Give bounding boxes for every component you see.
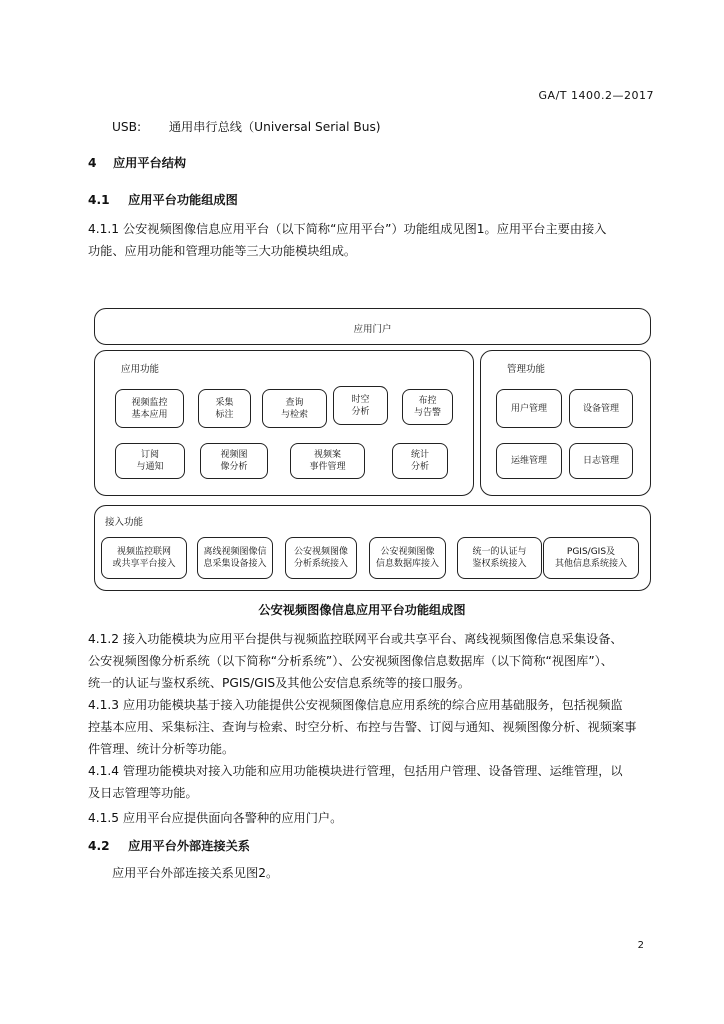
section-4-2-heading bbox=[88, 835, 250, 857]
section-4-1-heading bbox=[88, 189, 238, 211]
node-label-line: 查询 bbox=[285, 397, 304, 408]
node-label bbox=[203, 546, 266, 570]
page-number: 2 bbox=[637, 940, 644, 951]
para-4-1-2-line3: 统一的认证与鉴权系统、PGIS/GIS及其他公安信息系统等的接口服务。 bbox=[88, 676, 471, 690]
para-4-1-3-line2: 控基本应用、采集标注、查询与检索、时空分析、布控与告警、订阅与通知、视频图像分析、视频案事 bbox=[88, 720, 637, 734]
access-row-node bbox=[457, 537, 542, 579]
node-label-line: 分析 bbox=[351, 406, 370, 417]
abbreviation-usb bbox=[112, 116, 381, 138]
node-label bbox=[376, 546, 439, 570]
node-label-line: 视频监控 bbox=[131, 397, 168, 408]
app-row2-node bbox=[200, 443, 268, 479]
node-label-line: 统一的认证与 bbox=[472, 547, 527, 557]
node-label bbox=[414, 395, 441, 419]
node-label-line: 其他信息系统接入 bbox=[554, 559, 627, 569]
node-label-line: 时空 bbox=[351, 394, 370, 405]
node-label-line: 订阅 bbox=[140, 450, 159, 460]
mgmt-row2-node bbox=[496, 443, 562, 479]
para-4-1-4-line2: 及日志管理等功能。 bbox=[88, 786, 198, 800]
para-4-1-3-line3: 件管理、统计分析等功能。 bbox=[88, 742, 235, 756]
section-4-heading bbox=[88, 152, 186, 174]
node-label-line: 视频监控联网 bbox=[116, 547, 171, 557]
para-4-1-3-line1: 4.1.3 应用功能模块基于接入功能提供公安视频图像信息应用系统的综合应用基础服务，包括视频监 bbox=[88, 698, 623, 712]
node-label bbox=[136, 449, 163, 473]
node-label-line: 离线视频图像信 bbox=[203, 547, 267, 557]
app-row1-node bbox=[333, 386, 388, 425]
node-label-line: 事件管理 bbox=[309, 462, 346, 472]
node-label-line: 视频案 bbox=[313, 450, 341, 460]
node-label-line: 像分析 bbox=[220, 462, 248, 472]
mgmt-row1-node bbox=[569, 389, 633, 428]
node-label bbox=[215, 397, 233, 421]
node-label-line: 基本应用 bbox=[131, 409, 168, 420]
node-label-line: 与检索 bbox=[280, 409, 308, 420]
figure-caption: 公安视频图像信息应用平台功能组成图 bbox=[258, 603, 466, 617]
app-row1-node bbox=[402, 389, 453, 425]
para-4-2: 应用平台外部连接关系见图2。 bbox=[112, 866, 279, 880]
node-label-line: 视频图 bbox=[220, 450, 248, 460]
node-label-line: 与通知 bbox=[136, 462, 164, 472]
node-label-line: 采集 bbox=[215, 397, 234, 408]
node-label bbox=[309, 449, 345, 473]
node-label-line: 统计 bbox=[410, 450, 429, 460]
node-label bbox=[472, 546, 526, 570]
para-4-1-2-line1: 4.1.2 接入功能模块为应用平台提供与视频监控联网平台或共享平台、离线视频图像信息采集设备、 bbox=[88, 632, 623, 646]
node-label-line: 与告警 bbox=[413, 408, 441, 418]
mgmt-row1-node bbox=[496, 389, 562, 428]
access-row-node bbox=[197, 537, 273, 579]
app-row1-node bbox=[262, 389, 327, 428]
section-title: 应用平台功能组成图 bbox=[128, 193, 238, 207]
node-label bbox=[583, 455, 619, 467]
node-label-line: 鉴权系统接入 bbox=[472, 559, 527, 569]
node-label bbox=[511, 455, 547, 467]
para-4-1-1-line2: 功能、应用功能和管理功能等三大功能模块组成。 bbox=[88, 244, 357, 258]
access-row-node bbox=[543, 537, 639, 579]
node-label-line: PGIS/GIS及 bbox=[566, 547, 616, 557]
section-number: 4 bbox=[88, 156, 97, 170]
node-label bbox=[511, 403, 547, 415]
node-label bbox=[131, 397, 167, 421]
access-row-node bbox=[285, 537, 357, 579]
node-label bbox=[411, 449, 429, 473]
section-number: 4.2 bbox=[88, 839, 110, 853]
node-label bbox=[112, 546, 175, 570]
node-label-line: 运维管理 bbox=[510, 456, 547, 466]
abbr-term: USB: bbox=[112, 120, 142, 134]
node-label-line: 设备管理 bbox=[582, 403, 619, 414]
node-label-line: 息采集设备接入 bbox=[203, 559, 267, 569]
node-label bbox=[351, 394, 369, 418]
access-row-node bbox=[369, 537, 446, 579]
node-label bbox=[555, 546, 627, 570]
app-row2-node bbox=[290, 443, 365, 479]
app-row2-node bbox=[115, 443, 185, 479]
node-label bbox=[281, 397, 308, 421]
standard-header: GA/T 1400.2—2017 bbox=[538, 89, 654, 102]
node-label-line: 公安视频图像 bbox=[293, 547, 348, 557]
para-4-1-2-line2: 公安视频图像分析系统（以下简称“分析系统”）、公安视频图像信息数据库（以下简称“视图库”）、 bbox=[88, 654, 613, 668]
portal-box bbox=[94, 308, 651, 345]
node-label-line: 用户管理 bbox=[510, 403, 547, 414]
app-row1-node bbox=[198, 389, 251, 428]
para-4-1-1-line1: 4.1.1 公安视频图像信息应用平台（以下简称“应用平台”）功能组成见图1。应用平台主要由接入 bbox=[88, 222, 607, 236]
node-label-line: 标注 bbox=[215, 409, 234, 420]
node-label-line: 或共享平台接入 bbox=[112, 559, 176, 569]
app-row1-node bbox=[115, 389, 184, 428]
node-label bbox=[294, 546, 348, 570]
node-label bbox=[220, 449, 247, 473]
section-number: 4.1 bbox=[88, 193, 110, 207]
app-group-label: 应用功能 bbox=[121, 364, 160, 375]
section-title: 应用平台外部连接关系 bbox=[128, 839, 250, 853]
node-label-line: 信息数据库接入 bbox=[375, 559, 439, 569]
app-row2-node bbox=[392, 443, 448, 479]
abbr-definition: 通用串行总线（Universal Serial Bus) bbox=[168, 120, 381, 134]
portal-label: 应用门户 bbox=[353, 324, 392, 335]
access-row-node bbox=[101, 537, 187, 579]
node-label-line: 公安视频图像 bbox=[380, 547, 435, 557]
node-label-line: 日志管理 bbox=[582, 456, 619, 466]
node-label bbox=[583, 403, 619, 415]
access-group-label: 接入功能 bbox=[105, 517, 144, 528]
mgmt-group-label: 管理功能 bbox=[507, 364, 546, 375]
node-label-line: 分析 bbox=[410, 462, 429, 472]
mgmt-row2-node bbox=[569, 443, 633, 479]
section-title: 应用平台结构 bbox=[112, 156, 187, 170]
node-label-line: 布控 bbox=[418, 396, 437, 406]
node-label-line: 分析系统接入 bbox=[293, 559, 348, 569]
para-4-1-4-line1: 4.1.4 管理功能模块对接入功能和应用功能模块进行管理，包括用户管理、设备管理、运维管理，以 bbox=[88, 764, 623, 778]
para-4-1-5: 4.1.5 应用平台应提供面向各警种的应用门户。 bbox=[88, 811, 343, 825]
